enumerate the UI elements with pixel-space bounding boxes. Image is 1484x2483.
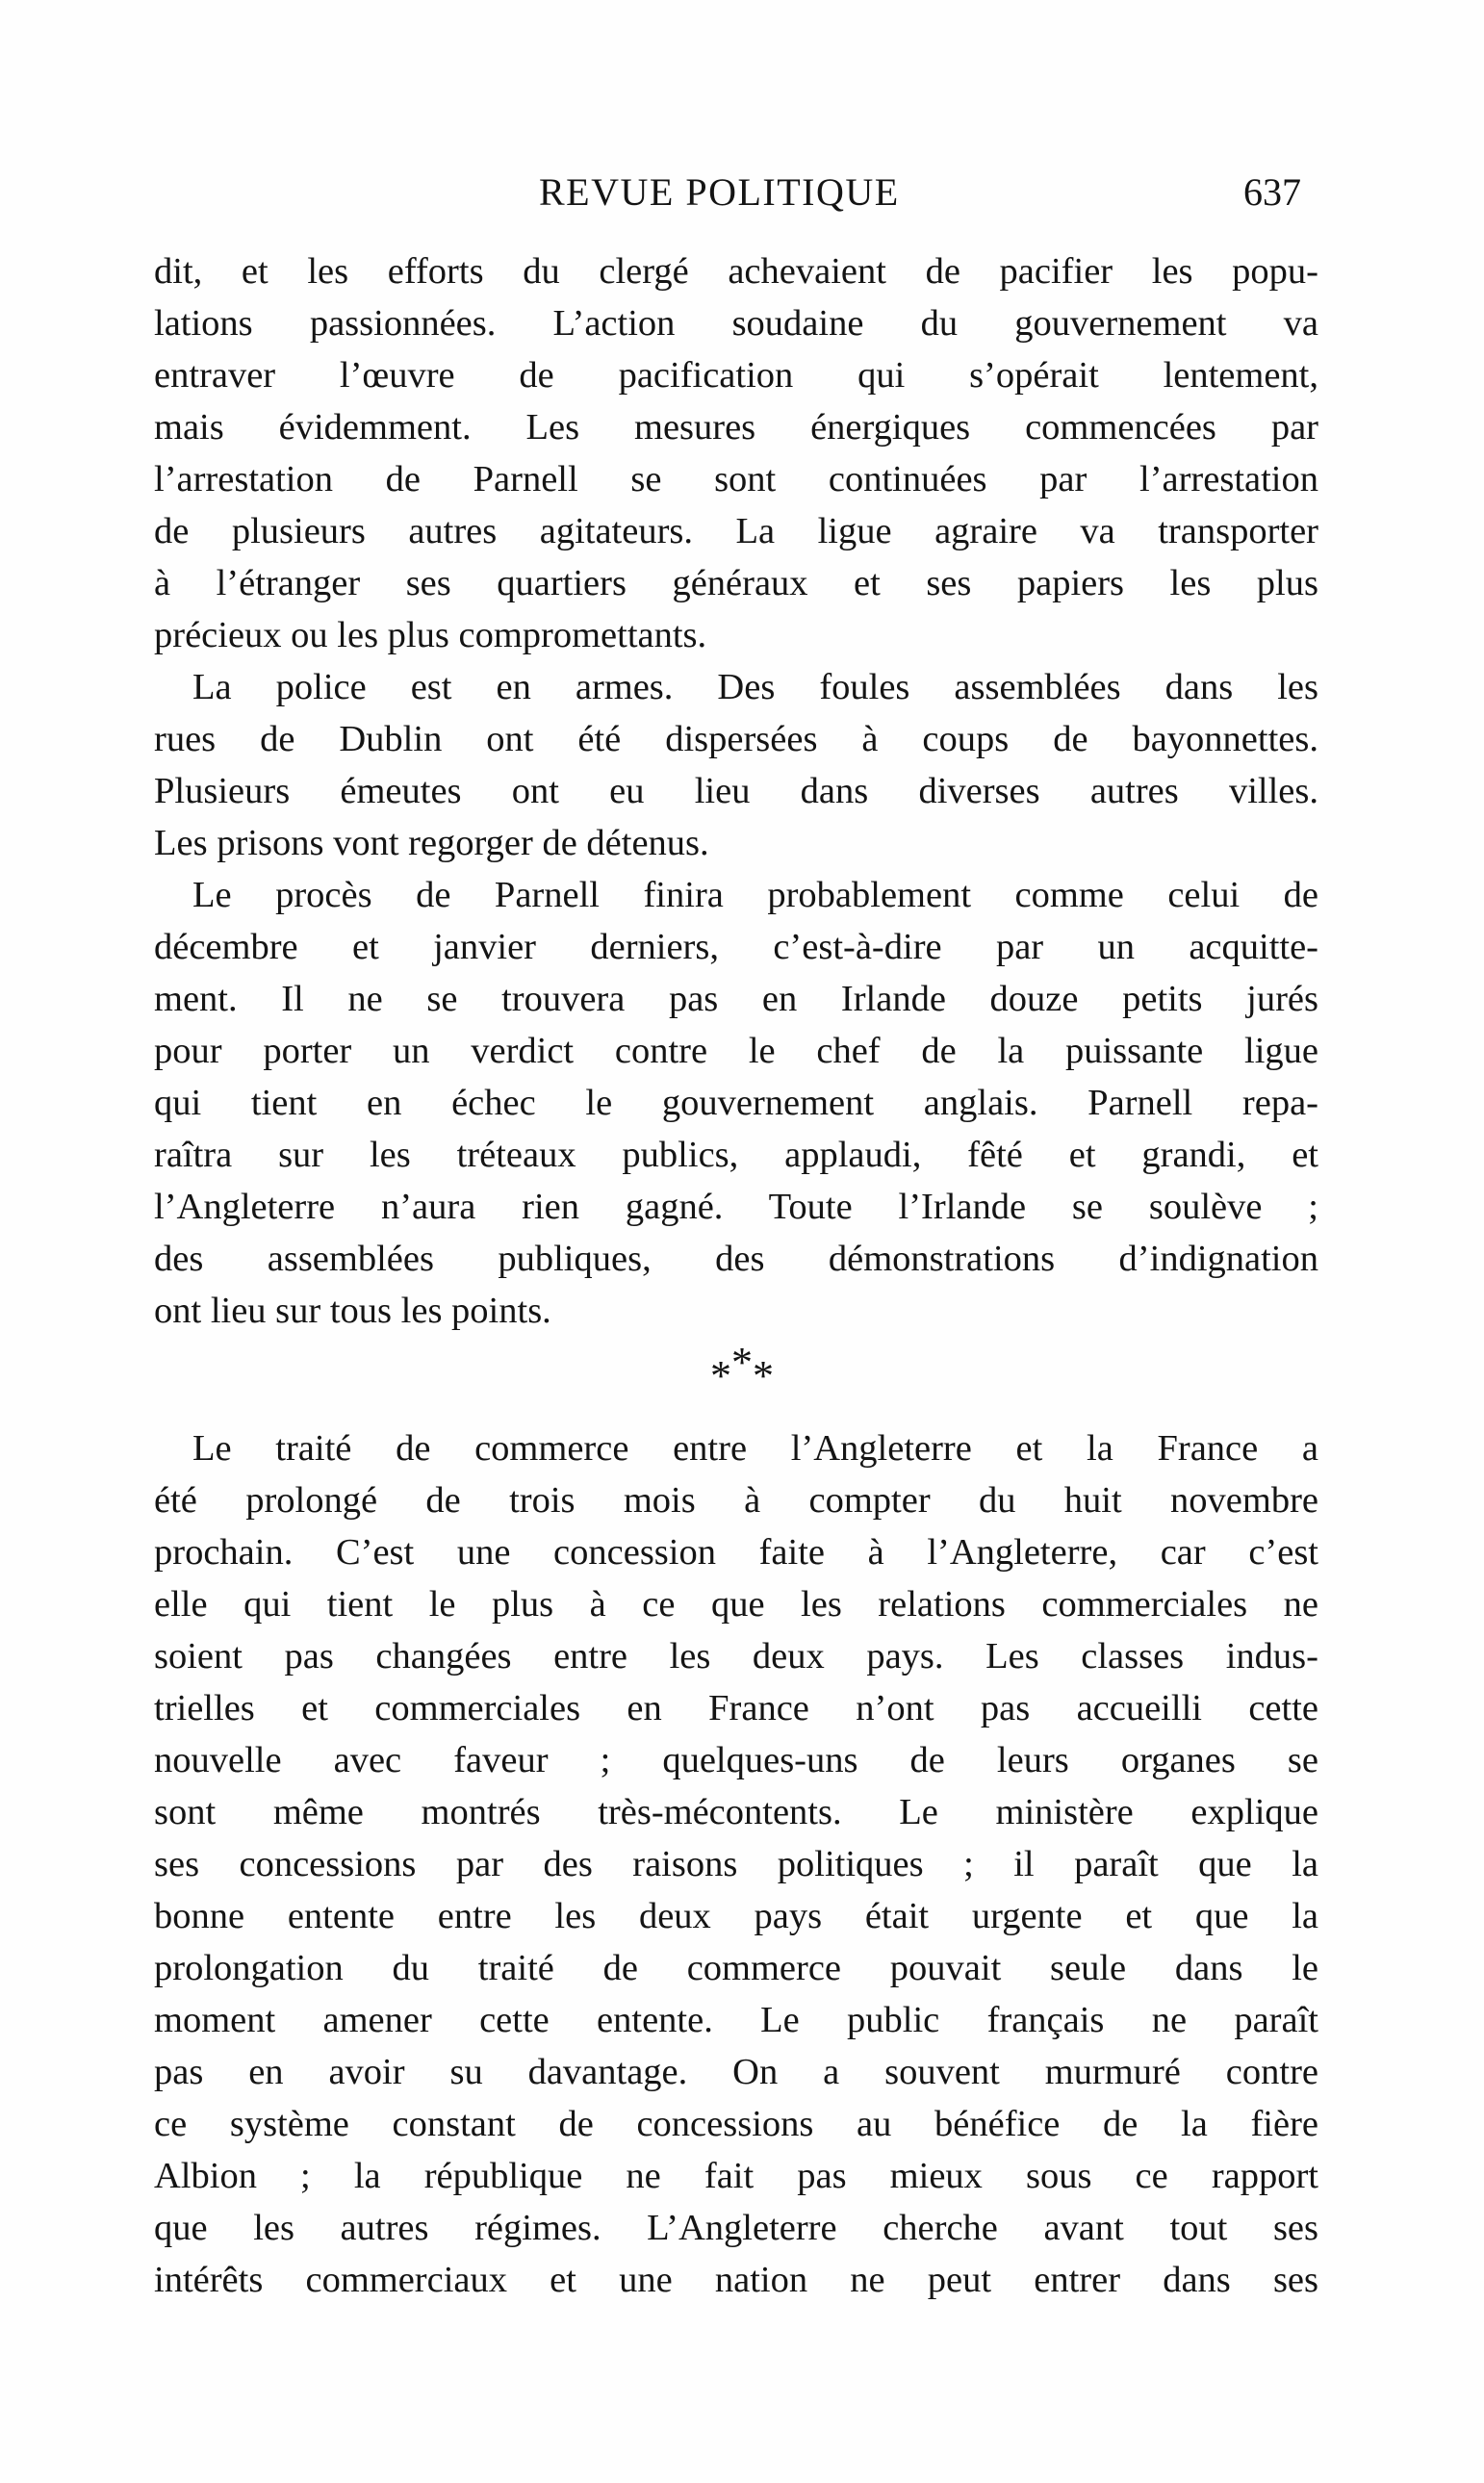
text-line: pas en avoir su davantage. On a souvent murmuré contre bbox=[154, 2052, 1318, 2092]
text-line: qui tient en échec le gouvernement anglais. Parnell repa- bbox=[154, 1083, 1318, 1123]
text-line: entraver l’œuvre de pacification qui s’opérait lentement, bbox=[154, 355, 1318, 396]
text-line: prochain. C’est une concession faite à l’Angleterre, car c’est bbox=[154, 1532, 1318, 1573]
text-line: elle qui tient le plus à ce que les relations commerciales ne bbox=[154, 1584, 1318, 1625]
text-line: l’Angleterre n’aura rien gagné. Toute l’Irlande se soulève ; bbox=[154, 1187, 1318, 1227]
text-line: rues de Dublin ont été dispersées à coups de bayonnettes. bbox=[154, 719, 1318, 759]
separator-star: * bbox=[753, 1352, 774, 1399]
separator-star: * bbox=[731, 1339, 753, 1386]
text-line: Plusieurs émeutes ont eu lieu dans diverses autres villes. bbox=[154, 771, 1318, 811]
text-line: décembre et janvier derniers, c’est-à-dire par un acquitte- bbox=[154, 927, 1318, 967]
text-line: à l’étranger ses quartiers généraux et ses papiers les plus bbox=[154, 563, 1318, 603]
text-line: nouvelle avec faveur ; quelques-uns de leurs organes se bbox=[154, 1740, 1318, 1780]
text-line: Les prisons vont regorger de détenus. bbox=[154, 823, 709, 863]
text-line: trielles et commerciales en France n’ont pas accueilli cette bbox=[154, 1688, 1318, 1728]
text-line: mais évidemment. Les mesures énergiques commencées par bbox=[154, 407, 1318, 448]
text-line: intérêts commerciaux et une nation ne peut entrer dans ses bbox=[154, 2260, 1318, 2300]
text-line: moment amener cette entente. Le public français ne paraît bbox=[154, 2000, 1318, 2040]
running-title: REVUE POLITIQUE bbox=[539, 170, 900, 214]
text-line: l’arrestation de Parnell se sont continuées par l’arrestation bbox=[154, 459, 1318, 499]
text-line: ce système constant de concessions au bénéfice de la fière bbox=[154, 2104, 1318, 2144]
text-line: Albion ; la république ne fait pas mieux sous ce rapport bbox=[154, 2156, 1318, 2196]
text-line: sont même montrés très-mécontents. Le ministère explique bbox=[154, 1792, 1318, 1832]
text-line: ment. Il ne se trouvera pas en Irlande douze petits jurés bbox=[154, 979, 1318, 1019]
text-line: La police est en armes. Des foules assemblées dans les bbox=[192, 667, 1318, 707]
text-line: de plusieurs autres agitateurs. La ligue agraire va transporter bbox=[154, 511, 1318, 551]
text-line: pour porter un verdict contre le chef de la puissante ligue bbox=[154, 1031, 1318, 1071]
paragraph-trade-treaty bbox=[154, 1422, 1318, 2306]
page-number: 637 bbox=[1243, 170, 1301, 214]
text-line: Le procès de Parnell finira probablement comme celui de bbox=[192, 875, 1318, 915]
paragraphs-ireland bbox=[154, 245, 1318, 1337]
text-line: bonne entente entre les deux pays était urgente et que la bbox=[154, 1896, 1318, 1936]
text-line: ses concessions par des raisons politiques ; il paraît que la bbox=[154, 1844, 1318, 1884]
text-line: dit, et les efforts du clergé achevaient de pacifier les popu- bbox=[154, 251, 1318, 292]
text-line: que les autres régimes. L’Angleterre cherche avant tout ses bbox=[154, 2208, 1318, 2248]
separator-star: * bbox=[710, 1352, 731, 1399]
text-line: soient pas changées entre les deux pays. Les classes indus- bbox=[154, 1636, 1318, 1677]
text-line: raîtra sur les tréteaux publics, applaudi, fêté et grandi, et bbox=[154, 1135, 1318, 1175]
text-line: prolongation du traité de commerce pouvait seule dans le bbox=[154, 1948, 1318, 1988]
text-line: été prolongé de trois mois à compter du huit novembre bbox=[154, 1480, 1318, 1521]
text-line: des assemblées publiques, des démonstrations d’indignation bbox=[154, 1239, 1318, 1279]
text-line: ont lieu sur tous les points. bbox=[154, 1291, 551, 1331]
page-header bbox=[0, 164, 1484, 221]
text-line: lations passionnées. L’action soudaine du gouvernement va bbox=[154, 303, 1318, 344]
text-line: précieux ou les plus compromettants. bbox=[154, 615, 707, 655]
section-separator bbox=[0, 1339, 1484, 1399]
text-line: Le traité de commerce entre l’Angleterre et la France a bbox=[192, 1428, 1318, 1469]
